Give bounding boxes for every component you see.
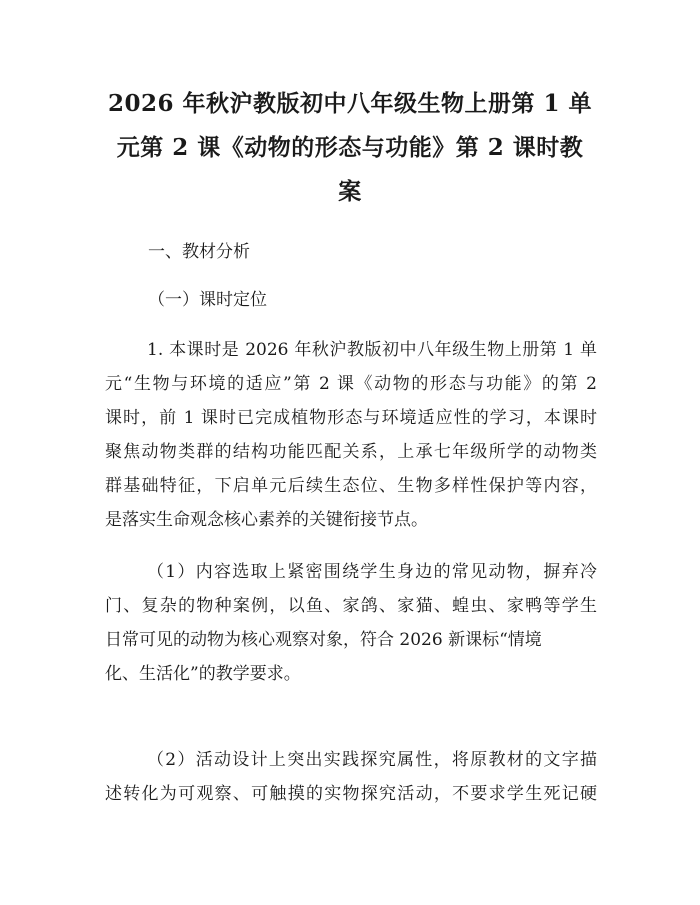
paragraph-line: 群基础特征，下启单元后续生态位、生物多样性保护等内容， [105,476,597,496]
title-line: 案 [338,178,362,205]
paragraph-activity-design [105,743,597,811]
paragraph-line: 述转化为可观察、可触摸的实物探究活动，不要求学生死记硬 [105,784,597,804]
paragraph-line: 日常可见的动物为核心观察对象，符合 2026 新课标“情境 [105,630,542,650]
paragraph-course-positioning [105,333,597,537]
paragraph-line: 是落实生命观念核心素养的关键衔接节点。 [105,510,428,530]
paragraph-line: 元“生物与环境的适应”第 2 课《动物的形态与功能》的第 2 [105,374,597,394]
paragraph-line: 聚焦动物类群的结构功能匹配关系，上承七年级所学的动物类 [105,442,597,462]
paragraph-line: 化、生活化”的教学要求。 [105,664,301,684]
paragraph-content-selection [105,555,597,691]
section-heading: 一、教材分析 [148,242,250,262]
paragraph-line: （1）内容选取上紧密围绕学生身边的常见动物，摒弃冷 [147,562,597,582]
paragraph-line: 1. 本课时是 2026 年秋沪教版初中八年级生物上册第 1 单 [147,340,597,360]
paragraph-line: 门、复杂的物种案例，以鱼、家鸽、家猫、蝗虫、家鸭等学生 [105,596,597,616]
title-line: 2026 年秋沪教版初中八年级生物上册第 1 单 [107,90,593,117]
subsection-heading: （一）课时定位 [148,290,267,310]
paragraph-line: （2）活动设计上突出实践探究属性，将原教材的文字描 [147,750,597,770]
document-title [100,82,600,214]
paragraph-line: 课时，前 1 课时已完成植物形态与环境适应性的学习，本课时 [105,408,597,428]
title-line: 元第 2 课《动物的形态与功能》第 2 课时教 [116,134,584,161]
